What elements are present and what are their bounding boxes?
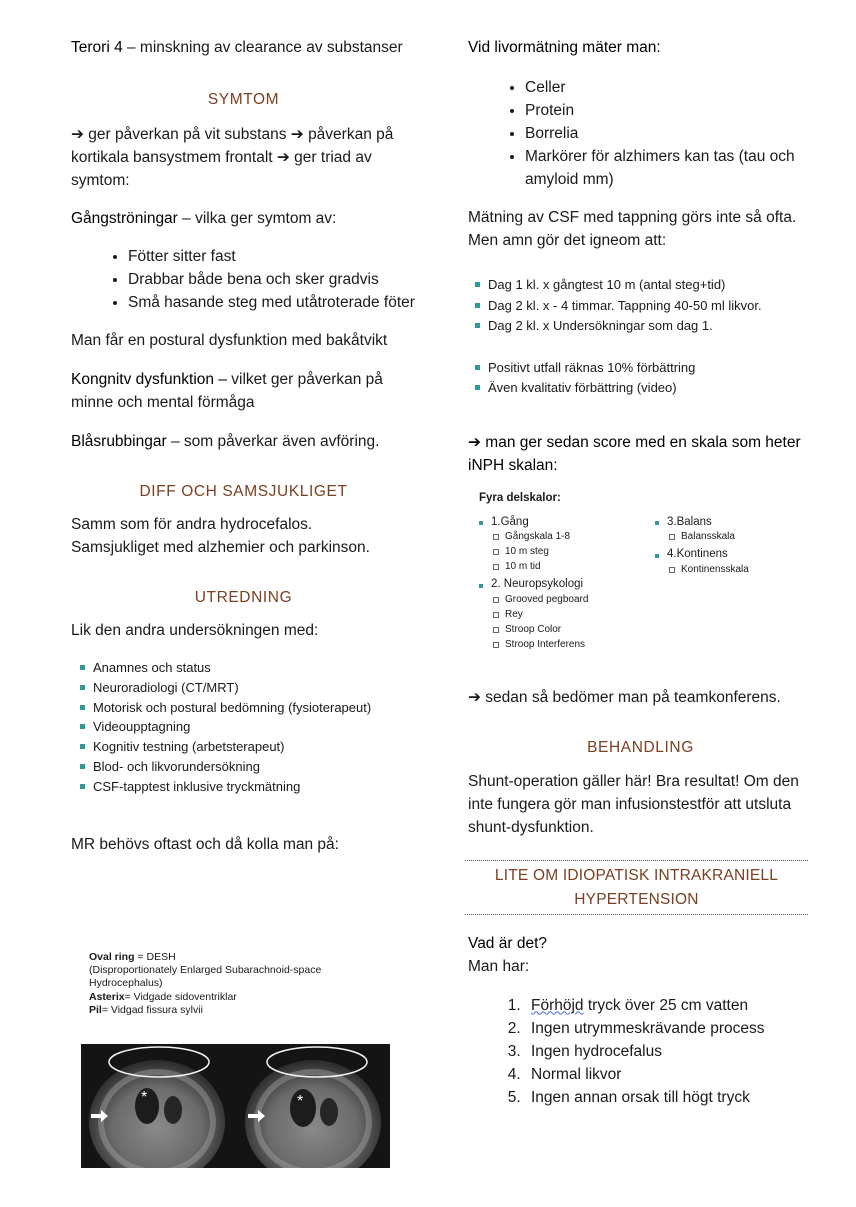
list-item-text: Dag 2 kl. x Undersökningar som dag 1. bbox=[488, 318, 713, 333]
list-item-text: Videoupptagning bbox=[93, 719, 191, 735]
list-item-text: Även kvalitativ förbättring (video) bbox=[488, 380, 677, 395]
list-item: 10 m tid bbox=[505, 560, 541, 572]
list-item: Grooved pegboard bbox=[505, 593, 589, 605]
kogn-label: Kongnitv dysfunktion – bbox=[71, 371, 227, 388]
square-bullet-icon bbox=[479, 584, 483, 588]
hollow-bullet-icon bbox=[493, 549, 499, 555]
list-item-text: CSF-tapptest inklusive tryckmätning bbox=[93, 778, 301, 794]
list-item: 5. Ingen annan orsak till högt tryck bbox=[525, 1086, 813, 1109]
asterix-label: Asterix bbox=[89, 990, 125, 1003]
square-bullet-icon bbox=[475, 385, 480, 390]
kogn-text: vilket ger påverkan på minne och mental förmåga bbox=[71, 371, 383, 411]
square-bullet-icon bbox=[479, 521, 483, 525]
teori-text: – minskning av clearance av substanser bbox=[122, 39, 403, 56]
blas-text: – som påverkar även avföring. bbox=[166, 433, 380, 450]
team-text: ➔ sedan så bedömer man på teamkonferens. bbox=[468, 688, 781, 706]
mr-caption-text bbox=[89, 951, 391, 1017]
square-bullet-icon bbox=[475, 365, 480, 370]
lite-om-heading-line-1: LITE OM IDIOPATISK INTRAKRANIELL bbox=[494, 866, 779, 884]
square-bullet-icon bbox=[80, 705, 85, 710]
har-list bbox=[468, 994, 813, 1109]
mri-brain-illustration bbox=[81, 1044, 390, 1168]
hollow-bullet-icon bbox=[493, 642, 499, 648]
list-item bbox=[72, 658, 416, 678]
delskalor-slide bbox=[471, 492, 813, 667]
list-item: 2. Ingen utrymmeskrävande process bbox=[525, 1017, 813, 1040]
gang-label: Gångströningar bbox=[71, 210, 178, 227]
gang-text: – vilka ger symtom av: bbox=[177, 210, 337, 227]
square-bullet-icon bbox=[475, 303, 480, 308]
blas-label: Blåsrubbingar bbox=[71, 433, 167, 450]
hollow-bullet-icon bbox=[493, 597, 499, 603]
left-column bbox=[71, 36, 416, 856]
hollow-bullet-icon bbox=[493, 627, 499, 633]
pil-line bbox=[89, 1004, 391, 1017]
list-item bbox=[72, 777, 416, 797]
list-item: Stroop Interferens bbox=[505, 638, 586, 650]
list-item: • Markörer för alzhimers kan tas (tau och amyloid mm) bbox=[525, 145, 813, 191]
list-item bbox=[72, 757, 416, 777]
list-item: Balansskala bbox=[681, 530, 735, 542]
list-item-text: Positivt utfall räknas 10% förbättring bbox=[488, 359, 696, 375]
oval-line bbox=[89, 951, 391, 964]
blas-paragraph bbox=[71, 430, 416, 453]
square-bullet-icon bbox=[80, 784, 85, 789]
mri-image bbox=[81, 1044, 390, 1168]
square-bullet-icon bbox=[80, 764, 85, 769]
lite-om-heading-line-2: HYPERTENSION bbox=[574, 890, 699, 908]
list-item: • Små hasande steg med utåtroterade föter bbox=[128, 291, 416, 314]
kogn-paragraph bbox=[71, 368, 416, 414]
utredning-heading: UTREDNING bbox=[194, 589, 293, 606]
livor-list bbox=[468, 76, 813, 191]
asterisk-marker-left: * bbox=[141, 1089, 148, 1106]
list-item: • Protein bbox=[525, 99, 813, 122]
asterisk-marker-right: * bbox=[297, 1093, 304, 1110]
list-item bbox=[467, 316, 813, 337]
list-item-text: Anamnes och status bbox=[93, 660, 211, 675]
utredning-slide bbox=[72, 658, 416, 797]
list-item-text: Neuroradiologi (CT/MRT) bbox=[93, 679, 239, 695]
list-item: • Celler bbox=[525, 76, 813, 99]
diff-line-1: Samm som för andra hydrocefalos. bbox=[71, 516, 313, 533]
utredning-intro: Lik den andra undersökningen med: bbox=[71, 622, 319, 639]
square-bullet-icon bbox=[80, 744, 85, 749]
asterix-line bbox=[89, 991, 391, 1004]
list-item: • Borrelia bbox=[525, 122, 813, 145]
hollow-bullet-icon bbox=[493, 564, 499, 570]
list-item-text: Dag 2 kl. x - 4 timmar. Tappning 40-50 ml likvor. bbox=[488, 297, 762, 313]
man-har-text: Man har: bbox=[468, 957, 530, 975]
list-item: 10 m steg bbox=[505, 545, 549, 557]
mr-caption bbox=[81, 951, 391, 1017]
list-item: Stroop Color bbox=[505, 623, 562, 635]
list-item: Gångskala 1-8 bbox=[505, 530, 571, 542]
mr-text: MR behövs oftast och då kolla man på: bbox=[71, 835, 339, 853]
hollow-bullet-icon bbox=[493, 534, 499, 540]
teori-paragraph bbox=[71, 36, 416, 59]
list-item: • Drabbar både bena och sker gradvis bbox=[128, 268, 416, 291]
livor-heading: Vid livormätning mäter man: bbox=[468, 39, 661, 56]
list-item bbox=[72, 678, 416, 698]
list-item bbox=[467, 275, 813, 296]
diff-line-2: Samsjukliget med alzhemier och parkinson. bbox=[71, 539, 370, 556]
hollow-bullet-icon bbox=[669, 534, 675, 540]
list-item-text: Blod- och likvorundersökning bbox=[93, 758, 260, 774]
square-bullet-icon bbox=[655, 521, 659, 525]
square-bullet-icon bbox=[80, 685, 85, 690]
delskalor-title: Fyra delskalor: bbox=[479, 491, 561, 504]
list-item bbox=[72, 717, 416, 737]
desh-full: (Disproportionately Enlarged Subarachnoid-space Hydrocephalus) bbox=[89, 964, 322, 990]
square-bullet-icon bbox=[655, 554, 659, 558]
list-item bbox=[72, 698, 416, 718]
behandling-heading: BEHANDLING bbox=[587, 738, 694, 756]
diff-heading: DIFF OCH SAMSJUKLIGET bbox=[139, 483, 348, 500]
postural-text: Man får en postural dysfunktion med bakåtvikt bbox=[71, 332, 388, 349]
symtom-heading: SYMTOM bbox=[207, 91, 280, 108]
right-column bbox=[468, 36, 813, 1109]
vad-heading: Vad är det? bbox=[468, 934, 547, 952]
hollow-bullet-icon bbox=[669, 567, 675, 573]
list-item-text: Motorisk och postural bedömning (fysioterapeut) bbox=[93, 699, 372, 715]
score-text: ➔ man ger sedan score med en skala som heter iNPH skalan: bbox=[468, 433, 801, 474]
lite-om-heading-box bbox=[465, 860, 808, 915]
square-bullet-icon bbox=[80, 724, 85, 729]
list-item bbox=[72, 737, 416, 757]
list-item-text: Dag 1 kl. x gångtest 10 m (antal steg+tid) bbox=[488, 277, 726, 292]
asterix-text: = Vidgade sidoventriklar bbox=[124, 990, 237, 1003]
list-item: 4. Normal likvor bbox=[525, 1063, 813, 1086]
list-item-text: tryck över 25 cm vatten bbox=[583, 996, 749, 1014]
list-item-text: Kognitiv testning (arbetsterapeut) bbox=[93, 739, 285, 755]
square-bullet-icon bbox=[475, 323, 480, 328]
pil-label: Pil bbox=[89, 1003, 102, 1016]
list-item: Rey bbox=[505, 608, 523, 620]
group-kontinens: 4.Kontinens bbox=[667, 547, 728, 560]
list-item bbox=[525, 994, 813, 1017]
teori-label: Terori 4 bbox=[71, 39, 123, 56]
group-balans: 3.Balans bbox=[667, 515, 712, 528]
behandling-text: Shunt-operation gäller här! Bra resultat! Om den inte fungera gör man infusionstestför att utsluta shunt-dysfunktion. bbox=[468, 772, 799, 836]
csf-text: Mätning av CSF med tappning görs inte så ofta. Men amn gör det igneom att: bbox=[468, 209, 797, 249]
oval-text: = DESH bbox=[134, 951, 176, 963]
hollow-bullet-icon bbox=[493, 612, 499, 618]
square-bullet-icon bbox=[80, 665, 85, 670]
list-item bbox=[467, 358, 813, 379]
list-item bbox=[467, 296, 813, 317]
gang-paragraph bbox=[71, 207, 416, 230]
oval-label: Oval ring bbox=[89, 951, 135, 963]
list-item: 3. Ingen hydrocefalus bbox=[525, 1040, 813, 1063]
list-item: Kontinensskala bbox=[681, 563, 749, 575]
list-item bbox=[467, 378, 813, 399]
symtom-intro: ➔ ger påverkan på vit substans ➔ påverkan på kortikala bansystmem frontalt ➔ ger triad av symtom: bbox=[71, 126, 394, 189]
pil-text: = Vidgad fissura sylvii bbox=[101, 1003, 203, 1016]
square-bullet-icon bbox=[475, 282, 480, 287]
gang-list bbox=[71, 245, 416, 314]
group-gang: 1.Gång bbox=[491, 515, 529, 528]
list-item: • Fötter sitter fast bbox=[128, 245, 416, 268]
group-neuropsykologi: 2. Neuropsykologi bbox=[491, 577, 584, 590]
dag-slide bbox=[467, 275, 813, 399]
spellcheck-word: Förhöjd bbox=[531, 996, 584, 1014]
